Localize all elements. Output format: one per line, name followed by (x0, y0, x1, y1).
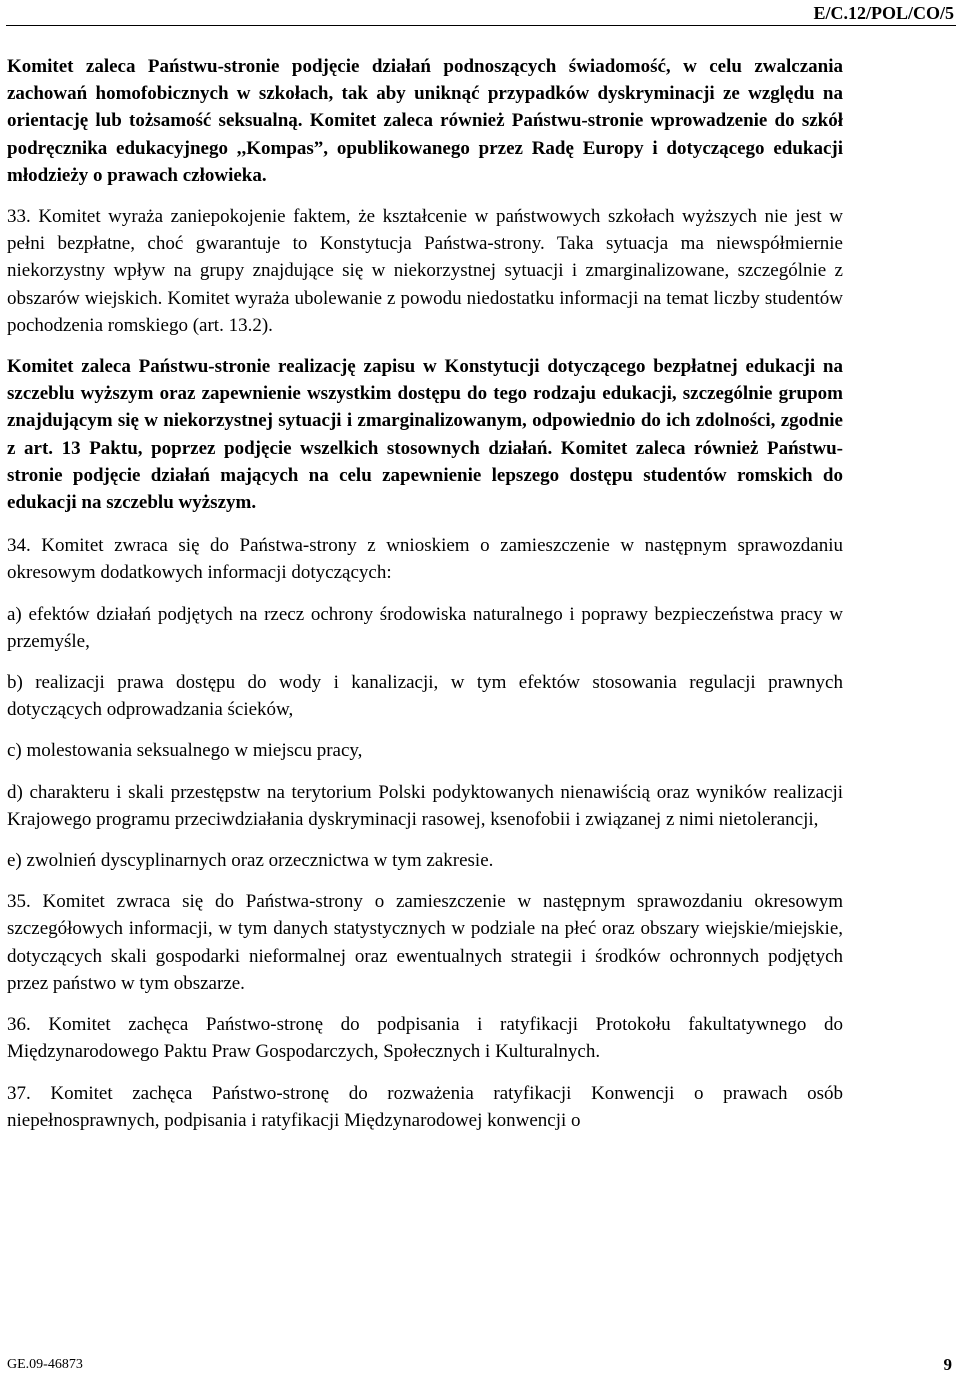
paragraph-33: 33. Komitet wyraża zaniepokojenie faktem, że kształcenie w państwowych szkołach wyższych nie jest w pełni bezpłatne, choć gwarantuje to Konstytucja Państwa-strony. Taka sytuacja ma niewspółmiernie niekorzystny wpływ na grupy znajdujące się w niekorzystnej sytuacji i zmarginalizowane, szczególnie z obszarów wiejskich. Komitet wyraża ubolewanie z powodu niedostatku informacji na temat liczby studentów pochodzenia romskiego (art. 13.2). (7, 206, 843, 336)
page-number: 9 (943, 1355, 952, 1374)
document-symbol: E/C.12/POL/CO/5 (813, 3, 954, 23)
recommendation-paragraph-32: Komitet zaleca Państwu-stronie podjęcie działań podnoszących świadomość, w celu zwalczania zachowań homofobicznych w szkołach, tak aby uniknąć przypadków dyskryminacji ze względu na orientację lub tożsamość seksualną. Komitet zaleca również Państwu-stronie wprowadzenie do szkół podręcznika edukacyjnego ,,Kompas”, opublikowanego przez Radę Europy i dotyczącego edukacji młodzieży o prawach człowieka. (7, 56, 843, 186)
list-item-e: e) zwolnień dyscyplinarnych oraz orzecznictwa w tym zakresie. (7, 850, 494, 872)
list-item-c: c) molestowania seksualnego w miejscu pracy, (7, 740, 363, 762)
page-content (7, 53, 843, 1134)
list-item-d: d) charakteru i skali przestępstw na terytorium Polski podyktowanych nienawiścią oraz wyników realizacji Krajowego programu przeciwdziałania dyskryminacji rasowej, ksenofobii i związanej z nimi nietolerancji, (7, 781, 843, 830)
recommendation-paragraph-33: Komitet zaleca Państwu-stronie realizację zapisu w Konstytucji dotyczącego bezpłatnej edukacji na szczeblu wyższym oraz zapewnienie wszystkim dostępu do tego rodzaju edukacji, szczególnie grupom znajdującym się w niekorzystnej sytuacji i zmarginalizowanym, odpowiednio do ich zdolności, zgodnie z art. 13 Paktu, poprzez podjęcie wszelkich stosownych działań. Komitet zaleca również Państwu-stronie podjęcie działań mających na celu zapewnienie lepszego dostępu studentów romskich do edukacji na szczeblu wyższym. (7, 356, 843, 514)
paragraph-37: 37. Komitet zachęca Państwo-stronę do rozważenia ratyfikacji Konwencji o prawach osób niepełnosprawnych, podpisania i ratyfikacji Międzynarodowej konwencji o (7, 1082, 843, 1131)
paragraph-36: 36. Komitet zachęca Państwo-stronę do podpisania i ratyfikacji Protokołu fakultatywnego do Międzynarodowego Paktu Praw Gospodarczych, Społecznych i Kulturalnych. (7, 1014, 843, 1063)
header-rule (6, 25, 956, 26)
paragraph-34: 34. Komitet zwraca się do Państwa-strony z wnioskiem o zamieszczenie w następnym sprawozdaniu okresowym dodatkowych informacji dotyczących: (7, 535, 843, 584)
paragraph-35: 35. Komitet zwraca się do Państwa-strony o zamieszczenie w następnym sprawozdaniu okresowym szczegółowych informacji, w tym danych statystycznych w podziale na płeć oraz obszary wiejskie/miejskie, dotyczących skali gospodarki nieformalnej oraz ewentualnych strategii i środków ochronnych podjętych przez państwo w tym obszarze. (7, 891, 843, 994)
list-item-b: b) realizacji prawa dostępu do wody i kanalizacji, w tym efektów stosowania regulacji prawnych dotyczących odprowadzania ścieków, (7, 672, 843, 721)
footer-document-code: GE.09-46873 (7, 1357, 83, 1372)
list-item-a: a) efektów działań podjętych na rzecz ochrony środowiska naturalnego i poprawy bezpieczeństwa pracy w przemyśle, (7, 603, 843, 652)
